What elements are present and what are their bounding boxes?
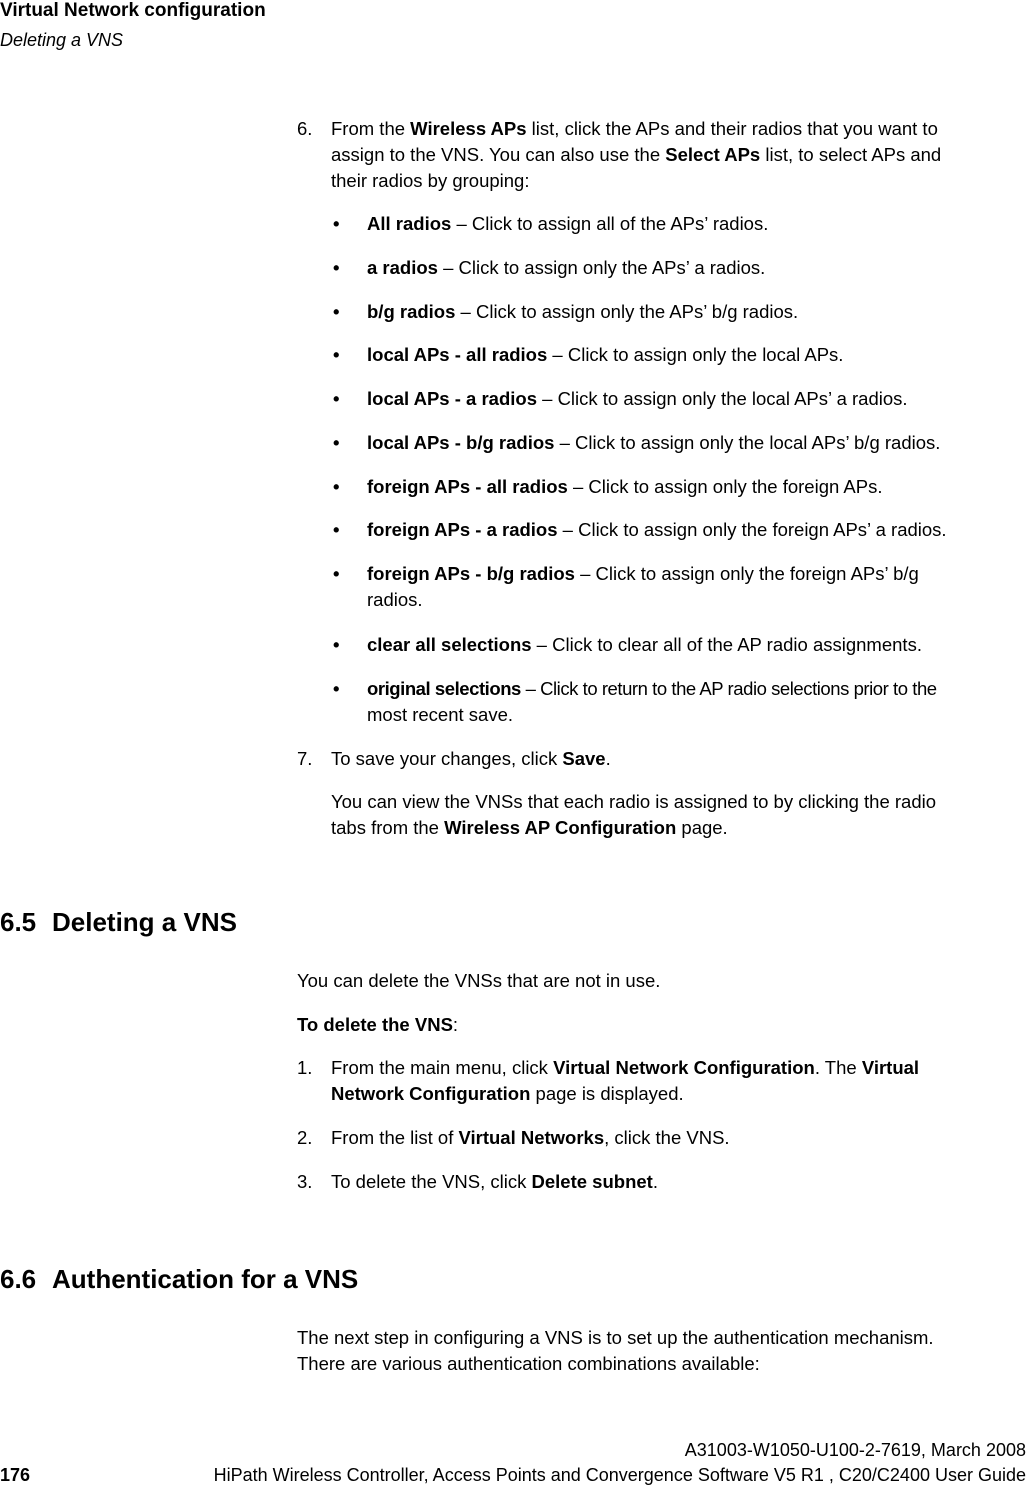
bullet-item-a-radios: a radios – Click to assign only the APs’ a radios. bbox=[367, 257, 766, 278]
bullet-marker: • bbox=[333, 476, 340, 497]
bullet-marker: • bbox=[333, 634, 340, 655]
procedure-label: To delete the VNS: bbox=[297, 1014, 459, 1035]
section-heading-6-5: 6.5 Deleting a VNS bbox=[0, 907, 237, 937]
section-heading-6-6: 6.6 Authentication for a VNS bbox=[0, 1264, 359, 1294]
bullet-item-clear-all: clear all selections – Click to clear all of the AP radio assignments. bbox=[367, 634, 922, 655]
bullet-item-bg-radios: b/g radios – Click to assign only the APs’ b/g radios. bbox=[367, 301, 799, 322]
bullet-marker: • bbox=[333, 519, 340, 540]
bullet-marker: • bbox=[333, 563, 340, 584]
step-6-line-3: their radios by grouping: bbox=[331, 170, 530, 191]
bullet-marker: • bbox=[333, 213, 340, 234]
section-6-5-intro: You can delete the VNSs that are not in use. bbox=[297, 970, 661, 991]
bullet-item-all-radios: All radios – Click to assign all of the APs’ radios. bbox=[367, 213, 769, 234]
bullet-item-original: original selections – Click to return to the AP radio selections prior to the bbox=[367, 678, 937, 699]
step-6-number: 6. bbox=[297, 118, 313, 139]
step-6-line-2: assign to the VNS. You can also use the Select APs list, to select APs and bbox=[331, 144, 942, 165]
bullet-item-foreign-bg: foreign APs - b/g radios – Click to assign only the foreign APs’ b/g bbox=[367, 563, 919, 584]
section-6-6-line-1: The next step in configuring a VNS is to set up the authentication mechanism. bbox=[297, 1327, 934, 1348]
step-7-note-line-2: tabs from the Wireless AP Configuration page. bbox=[331, 817, 728, 838]
running-header-title: Virtual Network configuration bbox=[0, 0, 266, 21]
bullet-item-foreign-a: foreign APs - a radios – Click to assign only the foreign APs’ a radios. bbox=[367, 519, 947, 540]
step-7-note-line-1: You can view the VNSs that each radio is assigned to by clicking the radio bbox=[331, 791, 937, 812]
delete-step-3-text: To delete the VNS, click Delete subnet. bbox=[331, 1171, 658, 1192]
bullet-marker: • bbox=[333, 257, 340, 278]
bullet-item-foreign-bg-cont: radios. bbox=[367, 589, 423, 610]
delete-step-3-number: 3. bbox=[297, 1171, 313, 1192]
step-7-number: 7. bbox=[297, 748, 313, 769]
footer-page-number: 176 bbox=[0, 1465, 31, 1485]
bullet-marker: • bbox=[333, 344, 340, 365]
footer-guide-title: HiPath Wireless Controller, Access Points and Convergence Software V5 R1 , C20/C2400 User Guide bbox=[213, 1465, 1026, 1485]
bullet-item-local-a: local APs - a radios – Click to assign only the local APs’ a radios. bbox=[367, 388, 908, 409]
bullet-item-local-bg: local APs - b/g radios – Click to assign only the local APs’ b/g radios. bbox=[367, 432, 941, 453]
bullet-marker: • bbox=[333, 301, 340, 322]
delete-step-1-line-2: Network Configuration page is displayed. bbox=[331, 1083, 684, 1104]
bullet-item-original-cont: most recent save. bbox=[367, 704, 514, 725]
running-header-subtitle: Deleting a VNS bbox=[0, 30, 124, 50]
step-6-line-1: From the Wireless APs list, click the APs and their radios that you want to bbox=[331, 118, 938, 139]
bullet-marker: • bbox=[333, 388, 340, 409]
step-7-text: To save your changes, click Save. bbox=[331, 748, 611, 769]
bullet-item-local-all: local APs - all radios – Click to assign only the local APs. bbox=[367, 344, 844, 365]
footer-doc-id: A31003-W1050-U100-2-7619, March 2008 bbox=[684, 1440, 1026, 1460]
bullet-marker: • bbox=[333, 432, 340, 453]
delete-step-2-text: From the list of Virtual Networks, click the VNS. bbox=[331, 1127, 730, 1148]
delete-step-1-line-1: From the main menu, click Virtual Network Configuration. The Virtual bbox=[331, 1057, 920, 1078]
delete-step-1-number: 1. bbox=[297, 1057, 313, 1078]
bullet-marker: • bbox=[333, 678, 340, 699]
delete-step-2-number: 2. bbox=[297, 1127, 313, 1148]
section-6-6-line-2: There are various authentication combinations available: bbox=[297, 1353, 760, 1374]
bullet-item-foreign-all: foreign APs - all radios – Click to assign only the foreign APs. bbox=[367, 476, 883, 497]
